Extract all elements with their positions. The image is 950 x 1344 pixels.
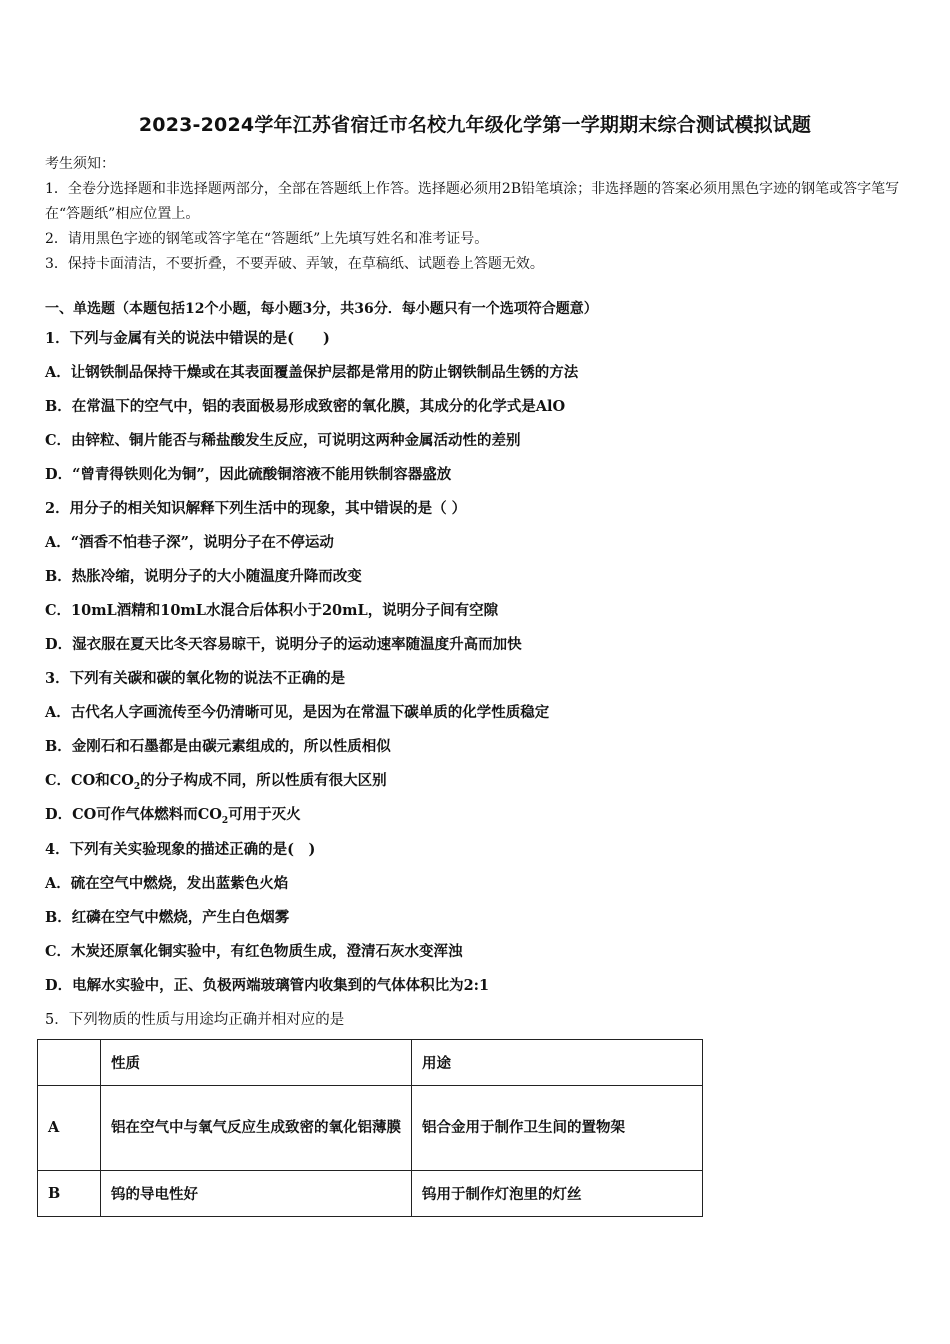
question-2-option-c: C．10mL酒精和10mL水混合后体积小于20mL，说明分子间有空隙 xyxy=(45,602,499,619)
table-cell: 铝在空气中与氧气反应生成致密的氧化铝薄膜 xyxy=(101,1086,412,1171)
table-header-cell: 用途 xyxy=(412,1040,703,1086)
question-3-option-a: A．古代名人字画流传至今仍清晰可见，是因为在常温下碳单质的化学性质稳定 xyxy=(45,704,550,721)
option-d-text: D．CO可作气体燃料而CO xyxy=(45,806,222,823)
option-d-text-tail: 可用于灭火 xyxy=(228,806,301,823)
question-4-option-c: C．木炭还原氧化铜实验中，有红色物质生成，澄清石灰水变浑浊 xyxy=(45,943,463,960)
table-header-cell xyxy=(38,1040,101,1086)
question-5-stem: 5．下列物质的性质与用途均正确并相对应的是 xyxy=(45,1012,345,1028)
question-1-option-d: D．“曾青得铁则化为铜”，因此硫酸铜溶液不能用铁制容器盛放 xyxy=(45,466,452,483)
notice-heading: 考生须知： xyxy=(45,156,115,172)
question-2-option-b: B．热胀冷缩，说明分子的大小随温度升降而改变 xyxy=(45,568,362,585)
notice-item-1: 1．全卷分选择题和非选择题两部分，全部在答题纸上作答。选择题必须用2B铅笔填涂；非选择题的答案必须用黑色字迹的钢笔或答字笔写在“答题纸”相应位置上。 xyxy=(45,181,900,222)
subscript-2: 2 xyxy=(221,815,229,826)
notice-item-3: 3．保持卡面清洁，不要折叠，不要弄破、弄皱，在草稿纸、试题卷上答题无效。 xyxy=(45,256,544,272)
question-3-stem: 3．下列有关碳和碳的氧化物的说法不正确的是 xyxy=(45,670,346,687)
table-cell: 铝合金用于制作卫生间的置物架 xyxy=(412,1086,703,1171)
subscript-2: 2 xyxy=(133,781,141,792)
question-2-stem: 2．用分子的相关知识解释下列生活中的现象，其中错误的是（ ） xyxy=(45,500,467,517)
question-3-option-b: B．金刚石和石墨都是由碳元素组成的，所以性质相似 xyxy=(45,738,391,755)
question-4-option-d: D．电解水实验中，正、负极两端玻璃管内收集到的气体体积比为2:1 xyxy=(45,977,490,994)
table-row xyxy=(38,1086,703,1171)
question-4-stem: 4．下列有关实验现象的描述正确的是( ) xyxy=(45,841,316,858)
option-c-text: C．CO和CO xyxy=(45,772,134,789)
table-cell: A xyxy=(38,1086,101,1171)
table-cell: 钨的导电性好 xyxy=(101,1171,412,1217)
table-cell: 钨用于制作灯泡里的灯丝 xyxy=(412,1171,703,1217)
question-4-option-a: A．硫在空气中燃烧，发出蓝紫色火焰 xyxy=(45,875,289,892)
question-2-option-a: A．“酒香不怕巷子深”，说明分子在不停运动 xyxy=(45,534,334,551)
question-1-stem: 1．下列与金属有关的说法中错误的是( ) xyxy=(45,330,330,347)
option-c-text-tail: 的分子构成不同，所以性质有很大区别 xyxy=(140,772,387,789)
table-row xyxy=(38,1171,703,1217)
question-1-option-b: B．在常温下的空气中，铝的表面极易形成致密的氧化膜，其成分的化学式是AlO xyxy=(45,398,566,415)
question-1-option-c: C．由锌粒、铜片能否与稀盐酸发生反应，可说明这两种金属活动性的差别 xyxy=(45,432,521,449)
question-1-option-a: A．让钢铁制品保持干燥或在其表面覆盖保护层都是常用的防止钢铁制品生锈的方法 xyxy=(45,364,579,381)
table-header-row xyxy=(38,1040,703,1086)
table-header-cell: 性质 xyxy=(101,1040,412,1086)
question-4-option-b: B．红磷在空气中燃烧，产生白色烟雾 xyxy=(45,909,290,926)
property-use-table xyxy=(37,1039,703,1217)
notice-item-2: 2．请用黑色字迹的钢笔或答字笔在“答题纸”上先填写姓名和准考证号。 xyxy=(45,231,489,247)
question-3-option-c xyxy=(45,769,387,792)
table-cell: B xyxy=(38,1171,101,1217)
question-3-option-d xyxy=(45,803,301,826)
question-2-option-d: D．湿衣服在夏天比冬天容易晾干，说明分子的运动速率随温度升高而加快 xyxy=(45,636,522,653)
section-heading: 一、单选题（本题包括12个小题，每小题3分，共36分．每小题只有一个选项符合题意） xyxy=(45,301,598,317)
candidate-notice xyxy=(45,152,905,277)
page-title: 2023-2024学年江苏省宿迁市名校九年级化学第一学期期末综合测试模拟试题 xyxy=(138,114,812,136)
